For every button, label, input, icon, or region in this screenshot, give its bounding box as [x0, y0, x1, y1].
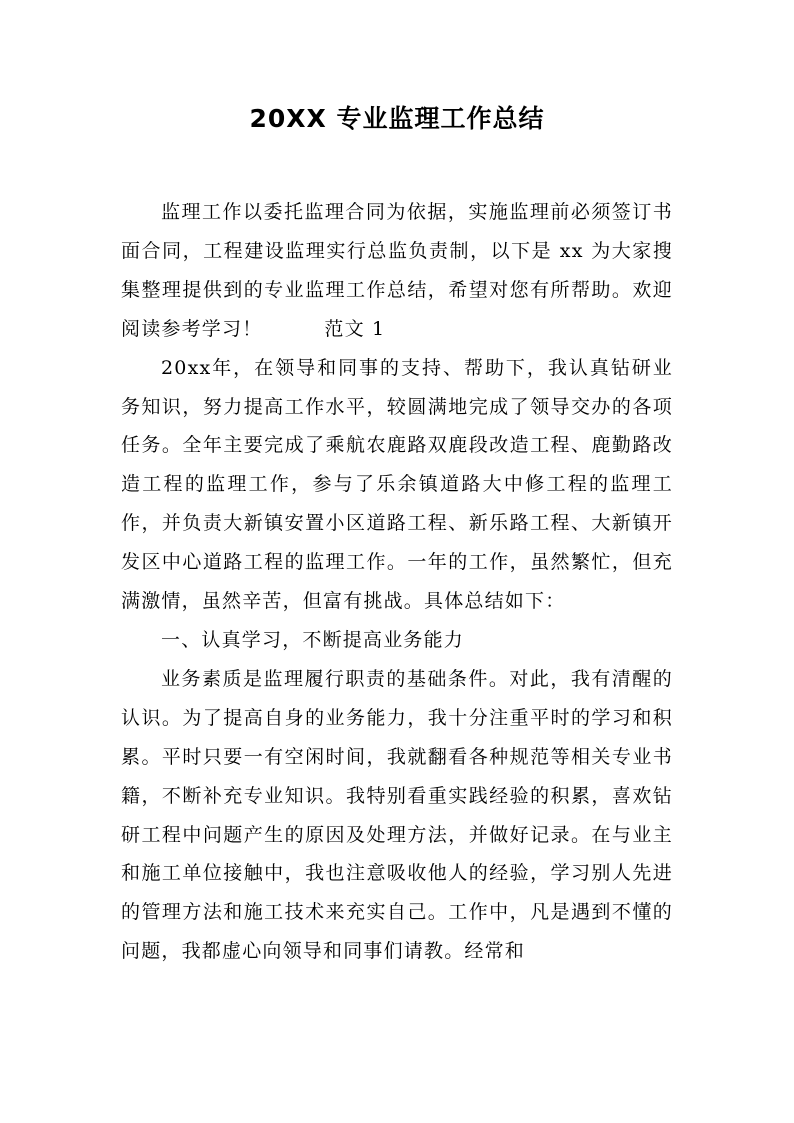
- document-body: [121, 193, 673, 971]
- intro-text: 监理工作以委托监理合同为依据，实施监理前必须签订书面合同，工程建设监理实行总监负责制，以下是 xx 为大家搜集整理提供到的专业监理工作总结，希望对您有所帮助。欢迎阅读参考学习！: [121, 201, 673, 340]
- intro-paragraph: [121, 193, 673, 349]
- sample-label: 范文 1: [324, 317, 386, 340]
- paragraph-study: 业务素质是监理履行职责的基础条件。对此，我有清醒的认识。为了提高自身的业务能力，我十分注重平时的学习和积累。平时只要一有空闲时间，我就翻看各种规范等相关专业书籍，不断补充专业知识。我特别看重实践经验的积累，喜欢钻研工程中问题产生的原因及处理方法，并做好记录。在与业主和施工单位接触中，我也注意吸收他人的经验，学习别人先进的管理方法和施工技术来充实自己。工作中，凡是遇到不懂的问题，我都虚心向领导和同事们请教。经常和: [121, 667, 673, 963]
- section-heading-1: 一、认真学习，不断提高业务能力: [161, 628, 465, 651]
- paragraph-summary: 20xx年，在领导和同事的支持、帮助下，我认真钻研业务知识，努力提高工作水平，较圆满地完成了领导交办的各项任务。全年主要完成了乘航农鹿路双鹿段改造工程、鹿勤路改造工程的监理工作，参与了乐余镇道路大中修工程的监理工作，并负责大新镇安置小区道路工程、新乐路工程、大新镇开发区中心道路工程的监理工作。一年的工作，虽然繁忙，但充满激情，虽然辛苦，但富有挑战。具体总结如下：: [121, 356, 673, 613]
- document-title: 20XX 专业监理工作总结: [249, 104, 545, 133]
